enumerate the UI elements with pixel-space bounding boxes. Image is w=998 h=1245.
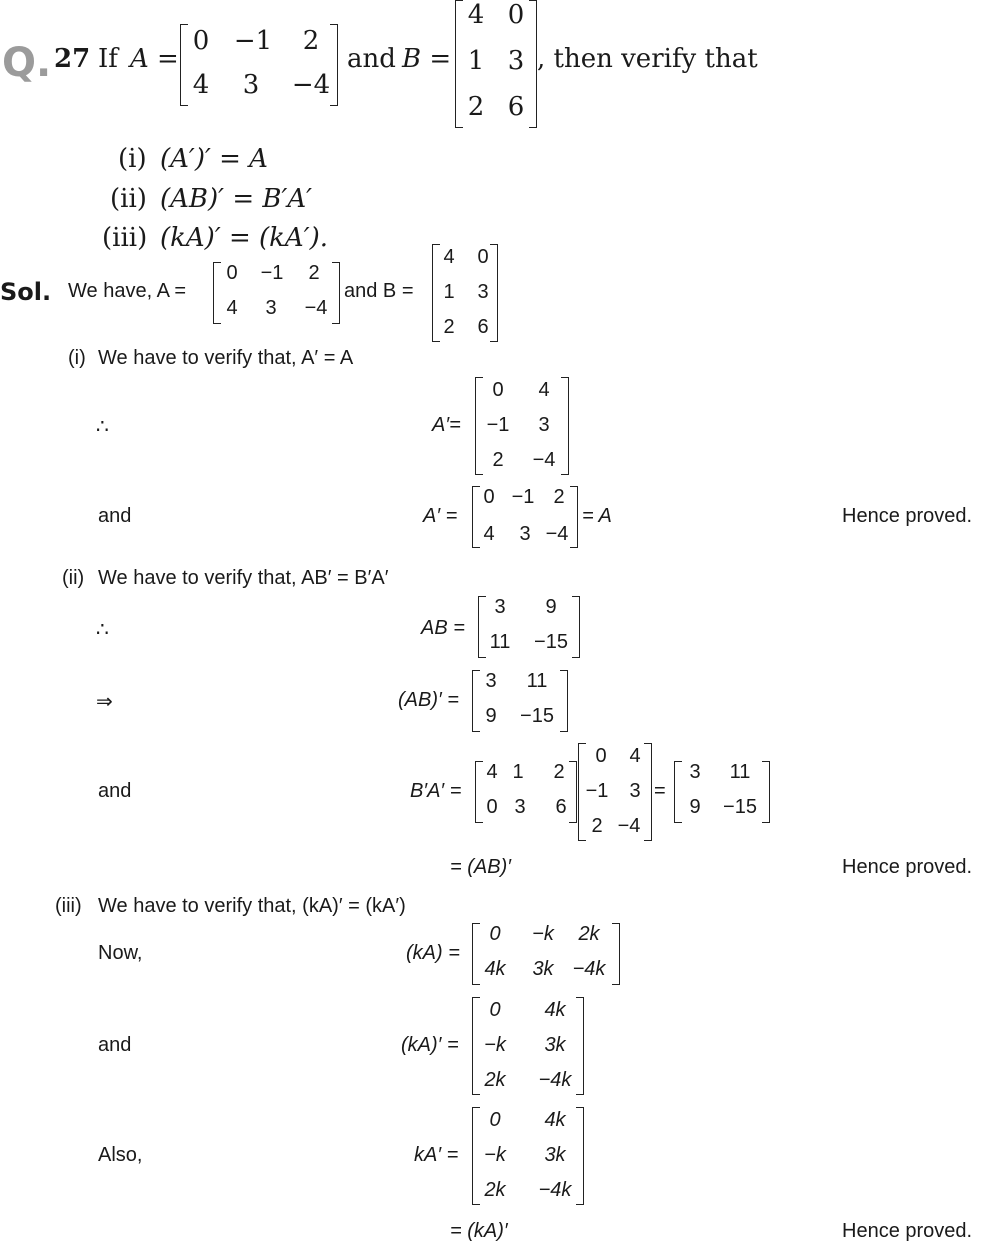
matrix-cell: −4k xyxy=(538,1069,572,1091)
part-i-a-transpose xyxy=(475,377,569,475)
matrix-cell: 0 xyxy=(489,999,501,1021)
matrix-cell: 0 xyxy=(595,745,607,767)
part-iii-also: Also, xyxy=(98,1144,143,1166)
matrix-cell: 3 xyxy=(514,796,526,818)
matrix-cell: 2 xyxy=(302,26,320,56)
solution-label: Sol. xyxy=(0,278,52,306)
part-iii-kat2-label: kA′ = xyxy=(414,1144,459,1166)
matrix-cell: 3 xyxy=(538,414,550,436)
matrix-cell: −1 xyxy=(511,486,535,508)
implies-symbol: ⇒ xyxy=(96,691,113,713)
matrix-cell: 9 xyxy=(545,596,557,618)
matrix-cell: −1 xyxy=(233,26,273,56)
part-i-num: (i) xyxy=(68,347,86,369)
part-i-equals-a: = A xyxy=(582,505,612,527)
question-part-text: (AB)′ = B′A′ xyxy=(160,184,313,214)
matrix-cell: 4 xyxy=(629,745,641,767)
part-ii-num: (ii) xyxy=(62,567,85,589)
matrix-cell: 1 xyxy=(467,46,485,76)
matrix-cell: 0 xyxy=(486,796,498,818)
matrix-cell: 6 xyxy=(555,796,567,818)
matrix-cell: 2 xyxy=(553,486,565,508)
matrix-cell: −4 xyxy=(304,297,328,319)
question-b-label: B = xyxy=(402,44,452,74)
matrix-cell: 2 xyxy=(591,815,603,837)
solution-matrix-a xyxy=(213,262,340,324)
solution-and-b: and B = xyxy=(344,280,414,302)
matrix-cell: −k xyxy=(484,1034,506,1056)
matrix-cell: 3 xyxy=(242,70,260,100)
part-i-at-label: A′= xyxy=(432,414,461,436)
matrix-cell: 0 xyxy=(507,0,525,30)
matrix-cell: 2 xyxy=(553,761,565,783)
matrix-cell: 3 xyxy=(265,297,277,319)
part-ii-ab-label: AB = xyxy=(421,617,465,639)
part-i-heading: We have to verify that, A′ = A xyxy=(98,347,354,369)
matrix-cell: 2 xyxy=(443,316,455,338)
matrix-cell: 2 xyxy=(492,449,504,471)
solution-we-have: We have, A = xyxy=(68,280,187,302)
matrix-cell: 2k xyxy=(578,923,600,945)
matrix-cell: 2k xyxy=(484,1069,506,1091)
part-iii-ka-matrix xyxy=(472,923,620,985)
matrix-cell: 4k xyxy=(544,999,566,1021)
matrix-cell: 4 xyxy=(443,246,455,268)
matrix-cell: 4 xyxy=(226,297,238,319)
part-iii-heading: We have to verify that, (kA)′ = (kA′) xyxy=(98,895,406,917)
question-part-text: (kA)′ = (kA′). xyxy=(160,223,329,253)
matrix-cell: 0 xyxy=(483,486,495,508)
part-ii-result-matrix xyxy=(674,761,770,823)
matrix-cell: −4k xyxy=(572,958,606,980)
matrix-cell: 3 xyxy=(507,46,525,76)
hence-proved: Hence proved. xyxy=(842,1220,973,1242)
matrix-cell: 4 xyxy=(192,70,210,100)
question-and: and xyxy=(347,44,396,74)
matrix-cell: 0 xyxy=(489,1109,501,1131)
matrix-cell: 1 xyxy=(443,281,455,303)
part-ii-final: = (AB)′ xyxy=(450,856,511,878)
matrix-cell: 3 xyxy=(689,761,701,783)
matrix-cell: 2 xyxy=(467,92,485,122)
question-part-text: (A′)′ = A xyxy=(160,144,268,174)
part-iii-kat-label: (kA)′ = xyxy=(401,1034,459,1056)
matrix-cell: 4 xyxy=(486,761,498,783)
part-ii-abt-label: (AB)′ = xyxy=(398,689,459,711)
matrix-cell: 0 xyxy=(477,246,489,268)
question-a-label: A = xyxy=(130,44,179,74)
part-ii-ba-label: B′A′ = xyxy=(410,780,462,802)
part-iii-kat-matrix xyxy=(472,997,584,1095)
matrix-cell: −4 xyxy=(545,523,569,545)
part-iii-final: = (kA)′ xyxy=(450,1220,508,1242)
matrix-cell: 0 xyxy=(226,262,238,284)
part-iii-num: (iii) xyxy=(55,895,82,917)
matrix-cell: 3 xyxy=(629,780,641,802)
matrix-cell: 3 xyxy=(477,281,489,303)
matrix-cell: 4k xyxy=(544,1109,566,1131)
matrix-cell: 3k xyxy=(532,958,554,980)
matrix-cell: 11 xyxy=(729,761,751,783)
matrix-cell: −15 xyxy=(534,631,568,653)
matrix-cell: 3 xyxy=(485,670,497,692)
question-matrix-b xyxy=(455,0,537,128)
therefore-symbol: ∴ xyxy=(96,416,109,438)
part-i-a-double-transpose xyxy=(472,486,578,548)
part-iii-now: Now, xyxy=(98,942,143,964)
matrix-cell: 0 xyxy=(489,923,501,945)
part-ii-equals: = xyxy=(654,780,666,802)
part-ii-a-transpose xyxy=(578,743,652,841)
part-i-and: and xyxy=(98,505,132,527)
matrix-cell: 3k xyxy=(544,1144,566,1166)
matrix-cell: 3 xyxy=(519,523,531,545)
matrix-cell: 0 xyxy=(192,26,210,56)
matrix-cell: −4 xyxy=(617,815,641,837)
matrix-cell: 1 xyxy=(512,761,524,783)
matrix-cell: 4k xyxy=(484,958,506,980)
question-part-num: (i) xyxy=(118,144,147,174)
part-ii-and: and xyxy=(98,780,132,802)
matrix-cell: −4k xyxy=(538,1179,572,1201)
hence-proved: Hence proved. xyxy=(842,505,973,527)
question-part-num: (iii) xyxy=(102,223,148,253)
question-marker: Q. xyxy=(2,40,52,86)
matrix-cell: −4 xyxy=(532,449,556,471)
matrix-cell: 2 xyxy=(308,262,320,284)
part-ii-b-transpose xyxy=(475,761,577,823)
question-number: 27 xyxy=(54,44,91,74)
matrix-cell: 3k xyxy=(544,1034,566,1056)
matrix-cell: 4 xyxy=(467,0,485,30)
part-iii-kat2-matrix xyxy=(472,1107,584,1205)
matrix-cell: 4 xyxy=(538,379,550,401)
part-ii-ab-matrix xyxy=(478,596,580,658)
matrix-cell: −15 xyxy=(723,796,757,818)
question-if: If xyxy=(98,44,118,74)
matrix-cell: 11 xyxy=(526,670,548,692)
matrix-cell: 9 xyxy=(689,796,701,818)
question-part-num: (ii) xyxy=(110,184,147,214)
therefore-symbol: ∴ xyxy=(96,619,109,641)
part-ii-abt-matrix xyxy=(472,670,568,732)
part-iii-and: and xyxy=(98,1034,132,1056)
part-i-att-label: A′ = xyxy=(423,505,458,527)
matrix-cell: 11 xyxy=(489,631,511,653)
matrix-cell: −1 xyxy=(585,780,609,802)
matrix-cell: −1 xyxy=(260,262,284,284)
part-ii-heading: We have to verify that, AB′ = B′A′ xyxy=(98,567,389,589)
matrix-cell: −1 xyxy=(486,414,510,436)
matrix-cell: 0 xyxy=(492,379,504,401)
solution-matrix-b xyxy=(432,244,498,342)
matrix-cell: −15 xyxy=(520,705,554,727)
matrix-cell: 6 xyxy=(477,316,489,338)
question-tail: , then verify that xyxy=(537,44,758,74)
matrix-cell: −k xyxy=(484,1144,506,1166)
hence-proved: Hence proved. xyxy=(842,856,973,878)
part-iii-ka-label: (kA) = xyxy=(406,942,460,964)
matrix-cell: 9 xyxy=(485,705,497,727)
question-matrix-a xyxy=(180,24,338,106)
matrix-cell: 4 xyxy=(483,523,495,545)
matrix-cell: −k xyxy=(532,923,554,945)
matrix-cell: 3 xyxy=(494,596,506,618)
matrix-cell: 6 xyxy=(507,92,525,122)
matrix-cell: −4 xyxy=(291,70,331,100)
matrix-cell: 2k xyxy=(484,1179,506,1201)
